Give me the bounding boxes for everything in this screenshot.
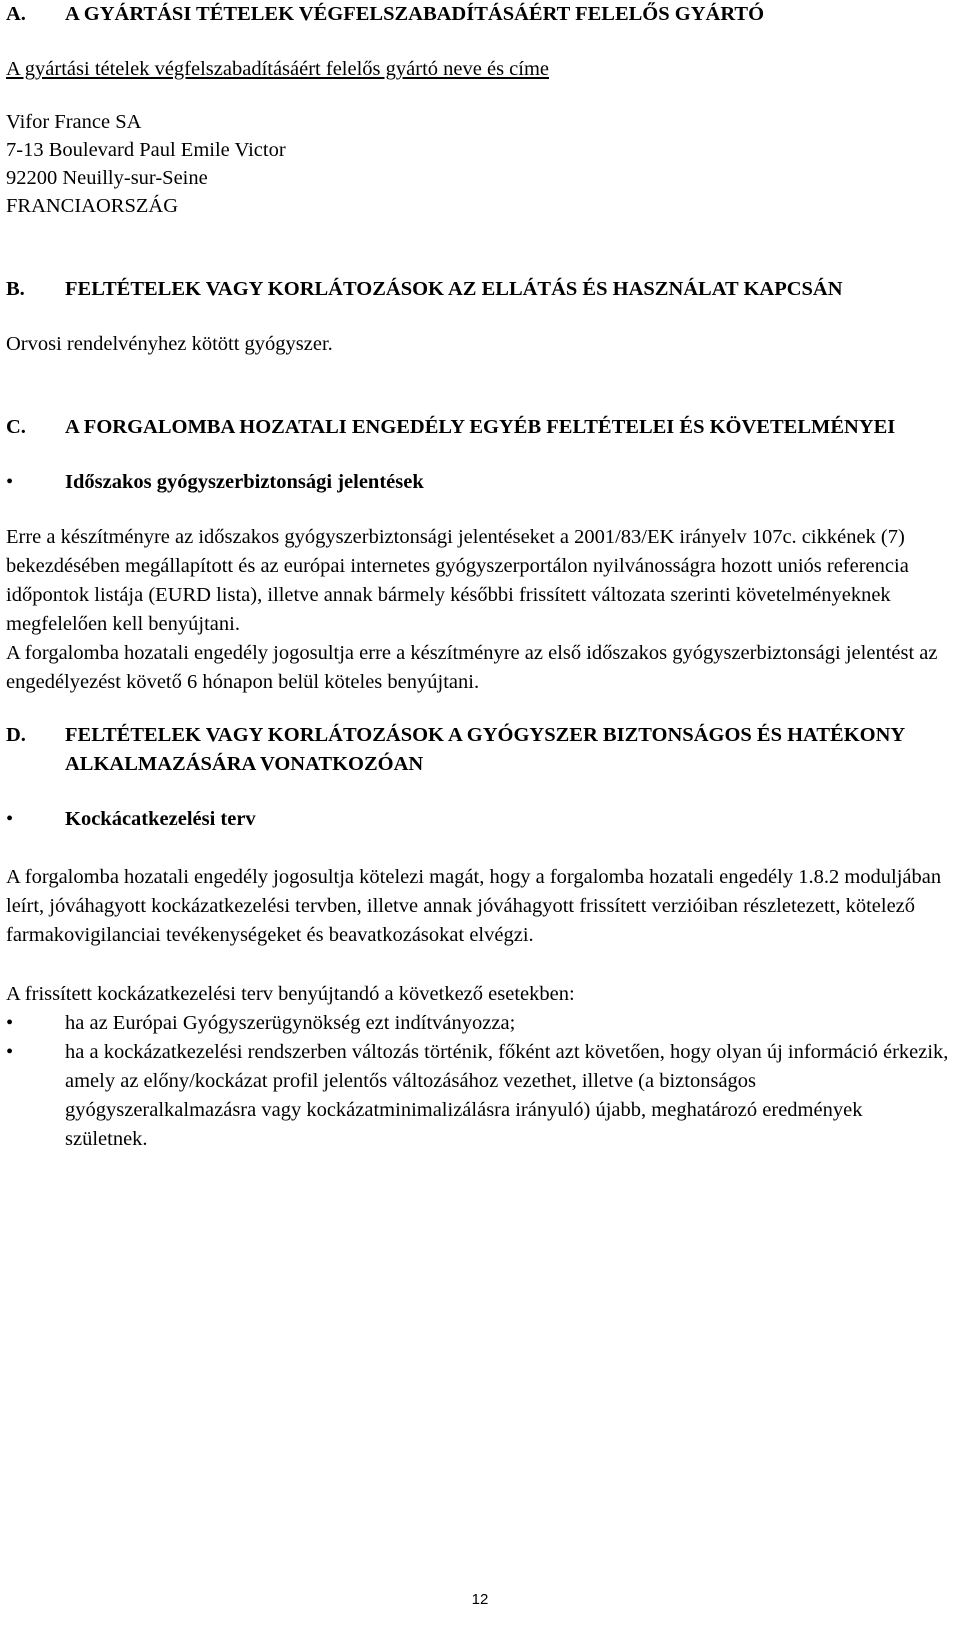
section-d-letter: D. xyxy=(6,724,26,746)
list-item-text: ha a kockázatkezelési rendszerben változás történik, főként azt követően, hogy olyan új információ érkezik, amely az előny/kockázat profil jelentős változásához vezethet, illetve (a biztonságos gyógyszeralkalmazásra vagy kockázatminimalizálásra irányuló) újabb, meghatározó eredmények születnek. xyxy=(65,1041,949,1150)
section-c-paragraph: Erre a készítményre az időszakos gyógyszerbiztonsági jelentéseket a 2001/83/EK irányelv 107c. cikkének (7) bekezdésében megállapított és az európai internetes gyógyszerportálon nyilvánosságra hozott uniós referencia időpontok listája (EURD lista), illetve annak bármely későbbi frissített változata szerinti követelményeknek megfelelően kell benyújtani. xyxy=(6,526,909,635)
list-item xyxy=(6,1038,950,1154)
section-d-bullet-title: Kockácatkezelési terv xyxy=(65,808,256,830)
list-item-text: ha az Európai Gyógyszerügynökség ezt indítványozza; xyxy=(65,1012,516,1034)
section-b-title: FELTÉTELEK VAGY KORLÁTOZÁSOK AZ ELLÁTÁS ÉS HASZNÁLAT KAPCSÁN xyxy=(65,278,843,300)
section-d-bullet xyxy=(6,805,950,834)
section-c-title: A FORGALOMBA HOZATALI ENGEDÉLY EGYÉB FELTÉTELEI ÉS KÖVETELMÉNYEI xyxy=(65,416,896,438)
manufacturer-address xyxy=(6,108,950,220)
address-line: FRANCIAORSZÁG xyxy=(6,195,178,217)
section-a-heading xyxy=(6,0,950,29)
page-number: 12 xyxy=(471,1591,489,1608)
address-line: 7-13 Boulevard Paul Emile Victor xyxy=(6,139,286,161)
section-d-heading xyxy=(6,721,950,779)
section-c-bullet xyxy=(6,468,950,497)
section-b-letter: B. xyxy=(6,278,25,300)
section-a-subtitle: A gyártási tételek végfelszabadításáért felelős gyártó neve és címe xyxy=(6,58,550,80)
bullet-icon: • xyxy=(6,1041,14,1063)
address-line: Vifor France SA xyxy=(6,111,142,133)
section-a-letter: A. xyxy=(6,3,26,25)
section-c-letter: C. xyxy=(6,416,26,438)
section-a-title: A GYÁRTÁSI TÉTELEK VÉGFELSZABADÍTÁSÁÉRT FELELŐS GYÁRTÓ xyxy=(65,3,765,25)
document-page xyxy=(6,0,950,1154)
section-c-paragraph: A forgalomba hozatali engedély jogosultja erre a készítményre az első időszakos gyógyszerbiztonsági jelentést az engedélyezést követő 6 hónapon belül köteles benyújtani. xyxy=(6,642,938,693)
bullet-icon: • xyxy=(6,1012,14,1034)
address-line: 92200 Neuilly-sur-Seine xyxy=(6,167,208,189)
section-d-paragraph: A frissített kockázatkezelési terv benyújtandó a következő esetekben: xyxy=(6,983,575,1005)
section-b-heading xyxy=(6,275,950,304)
list-item xyxy=(6,1009,950,1038)
bullet-icon: • xyxy=(6,471,14,493)
bullet-icon: • xyxy=(6,808,14,830)
section-c-heading xyxy=(6,413,950,442)
section-c-bullet-title: Időszakos gyógyszerbiztonsági jelentések xyxy=(65,471,424,493)
section-d-title: FELTÉTELEK VAGY KORLÁTOZÁSOK A GYÓGYSZER BIZTONSÁGOS ÉS HATÉKONY ALKALMAZÁSÁRA VONATKOZÓAN xyxy=(65,724,905,775)
section-b-text: Orvosi rendelvényhez kötött gyógyszer. xyxy=(6,333,333,355)
section-d-paragraph: A forgalomba hozatali engedély jogosultja kötelezi magát, hogy a forgalomba hozatali engedély 1.8.2 moduljában leírt, jóváhagyott kockázatkezelési tervben, illetve annak jóváhagyott frissített verzióiban részletezett, kötelező farmakovigilanciai tevékenységeket és beavatkozásokat elvégzi. xyxy=(6,866,942,946)
